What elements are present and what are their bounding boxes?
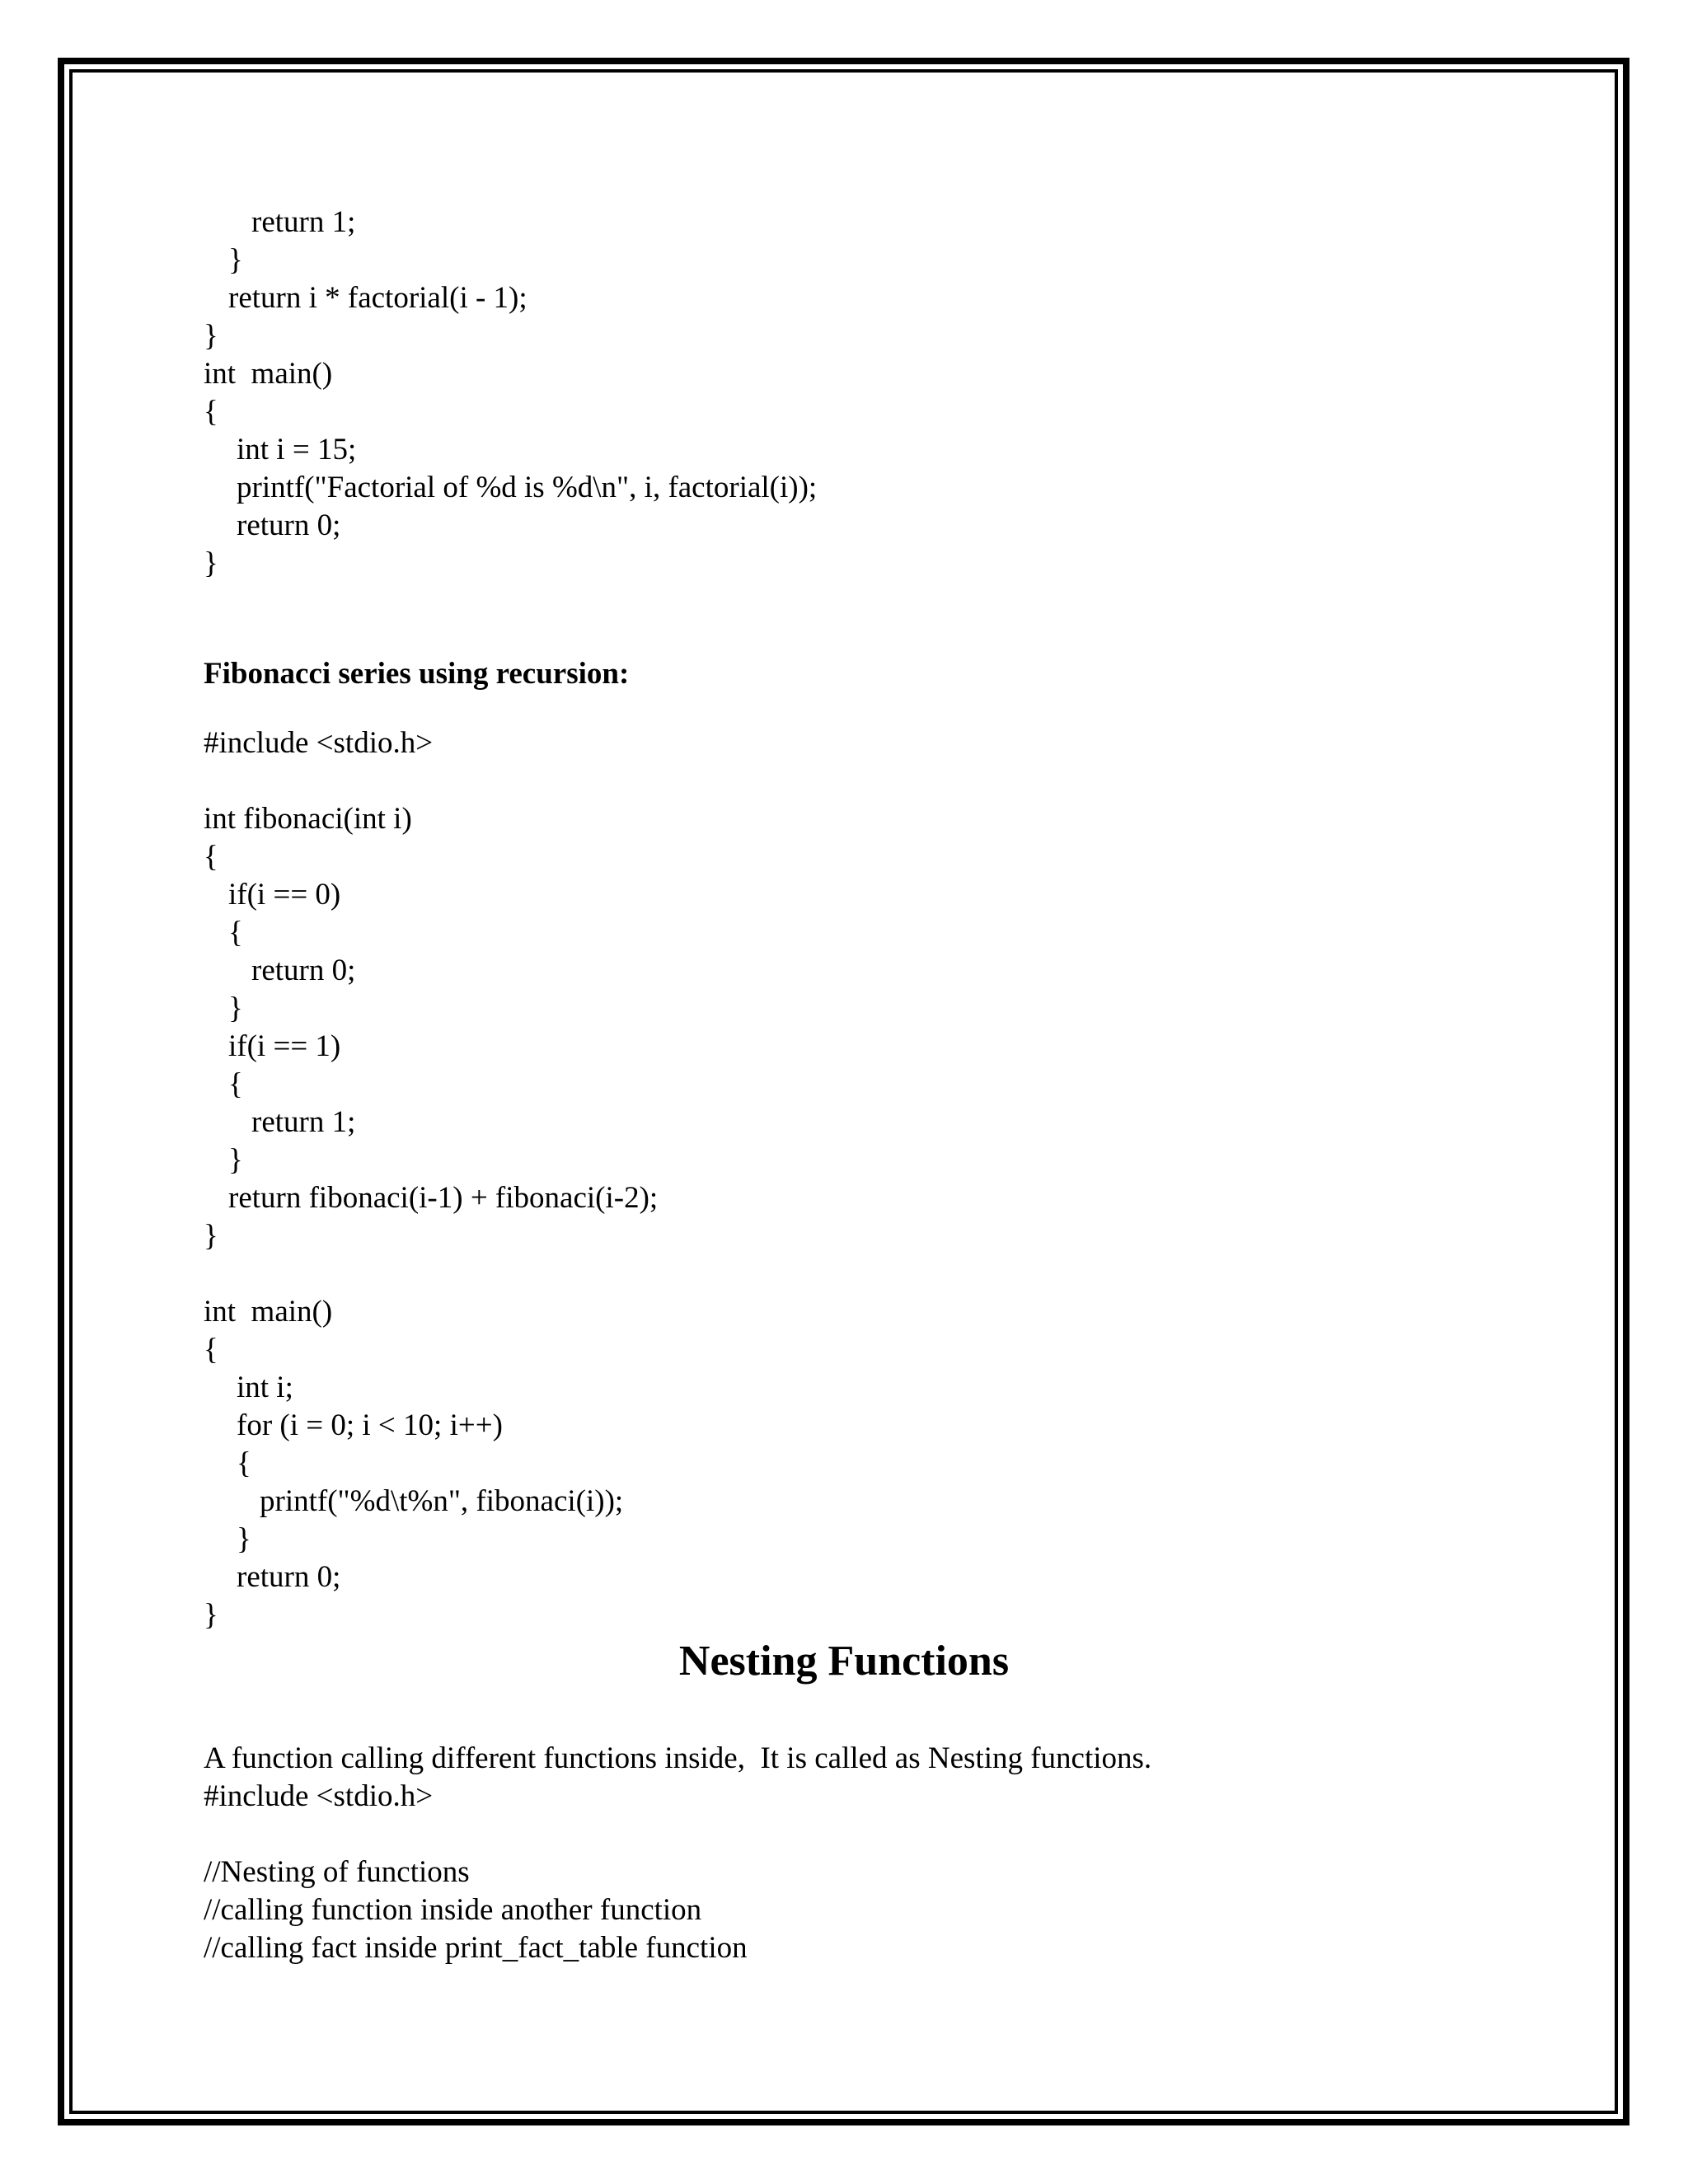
code-line: return 0; — [237, 1560, 341, 1594]
comment-line: //calling fact inside print_fact_table function — [204, 1931, 748, 1965]
code-line: } — [228, 1143, 243, 1177]
code-line: printf("Factorial of %d is %d\n", i, factorial(i)); — [237, 471, 818, 504]
code-line: { — [204, 395, 218, 429]
code-line: return fibonaci(i-1) + fibonaci(i-2); — [228, 1181, 659, 1215]
code-line: return 1; — [251, 1105, 356, 1139]
code-line: } — [204, 1219, 218, 1253]
code-line: { — [204, 1333, 218, 1366]
include-line: #include <stdio.h> — [204, 1779, 434, 1813]
code-line: } — [204, 319, 218, 353]
include-line: #include <stdio.h> — [204, 726, 434, 760]
code-line: if(i == 0) — [228, 878, 341, 912]
code-line: printf("%d\t%n", fibonaci(i)); — [260, 1484, 624, 1518]
code-line: } — [228, 991, 243, 1025]
code-line: if(i == 1) — [228, 1029, 341, 1063]
code-line: return 0; — [237, 509, 341, 542]
code-line: int i = 15; — [237, 433, 357, 466]
nesting-functions-title: Nesting Functions — [678, 1638, 1010, 1685]
code-line: return 0; — [251, 954, 356, 987]
code-line: int i; — [237, 1371, 293, 1404]
code-line: int main() — [204, 1295, 333, 1329]
comment-line: //calling function inside another function — [204, 1893, 702, 1927]
code-line: } — [228, 243, 243, 277]
comment-line: //Nesting of functions — [204, 1855, 470, 1889]
code-line: } — [204, 546, 218, 580]
code-line: { — [228, 916, 243, 949]
code-line: { — [228, 1067, 243, 1101]
code-line: int fibonaci(int i) — [204, 802, 412, 836]
fibonacci-heading: Fibonacci series using recursion: — [204, 657, 630, 691]
code-line: for (i = 0; i < 10; i++) — [237, 1408, 503, 1442]
code-line: int main() — [204, 357, 333, 391]
code-line: } — [204, 1598, 218, 1632]
nesting-description: A function calling different functions inside, It is called as Nesting functions. — [204, 1741, 1152, 1775]
code-line: } — [237, 1522, 251, 1556]
code-line: { — [204, 840, 218, 874]
code-line: return i * factorial(i - 1); — [228, 281, 528, 315]
code-line: return 1; — [251, 205, 356, 239]
code-line: { — [237, 1446, 251, 1480]
